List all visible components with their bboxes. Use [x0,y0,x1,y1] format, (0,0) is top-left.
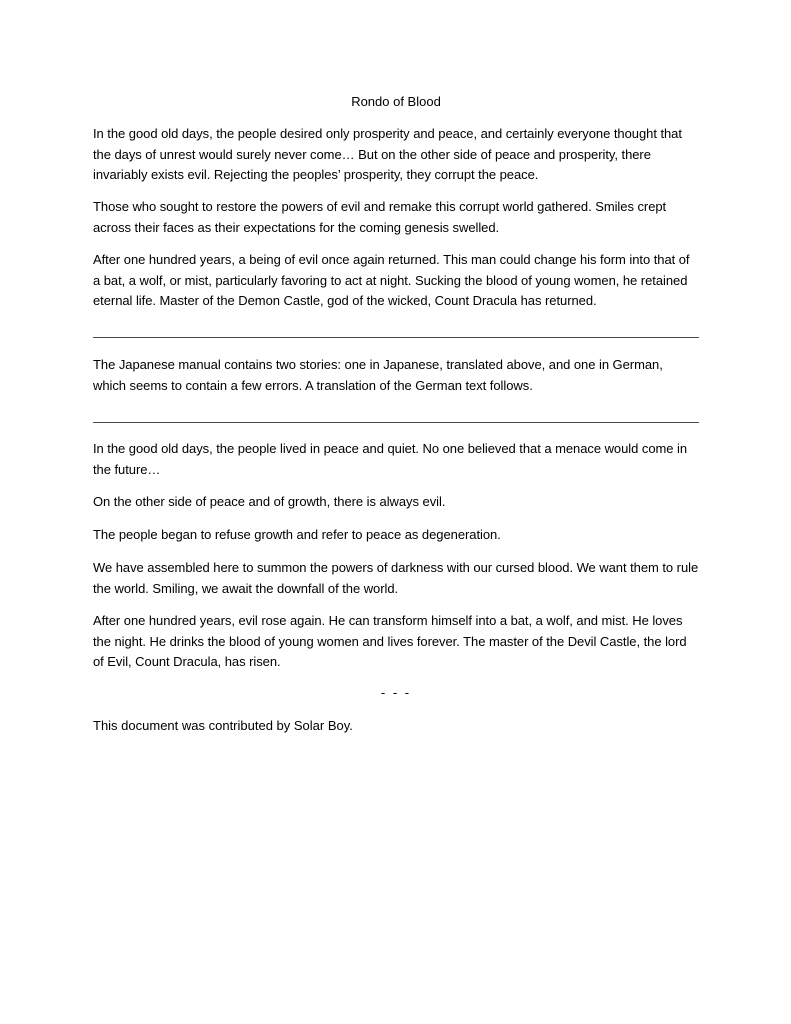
german-story-paragraph-2: On the other side of peace and of growth, there is always evil. [93,494,446,509]
section-separator: - - - [380,685,412,700]
document-title: Rondo of Blood [351,94,441,109]
german-story-paragraph-3: The people began to refuse growth and refer to peace as degeneration. [93,527,501,542]
german-story-paragraph-1: In the good old days, the people lived in peace and quiet. No one believed that a menace would come in the future… [93,441,688,477]
contributor-credit: This document was contributed by Solar Boy. [93,718,353,733]
german-story-paragraph-5: After one hundred years, evil rose again. He can transform himself into a bat, a wolf, and mist. He loves the night. He drinks the blood of young women and lives forever. The master of the Devil Castle, the lord of Evil, Count Dracula, has risen. [93,613,687,670]
german-story-paragraph-4: We have assembled here to summon the powers of darkness with our cursed blood. We want them to rule the world. Smiling, we await the downfall of the world. [93,560,699,596]
translator-note: The Japanese manual contains two stories: one in Japanese, translated above, and one in German, which seems to contain a few errors. A translation of the German text follows. [93,357,663,393]
japanese-story-paragraph-1: In the good old days, the people desired only prosperity and peace, and certainly everyone thought that the days of unrest would surely never come… But on the other side of peace and prosperity, there invariably exists evil. Rejecting the peoples’ prosperity, they corrupt the peace. [93,126,682,183]
horizontal-rule-bottom [93,422,699,423]
japanese-story-paragraph-3: After one hundred years, a being of evil once again returned. This man could change his form into that of a bat, a wolf, or mist, particularly favoring to act at night. Sucking the blood of young women, he retained eternal life. Master of the Demon Castle, god of the wicked, Count Dracula has returned. [93,252,690,309]
japanese-story-paragraph-2: Those who sought to restore the powers of evil and remake this corrupt world gathered. Smiles crept across their faces as their expectations for the coming genesis swelled. [93,199,667,235]
horizontal-rule-top [93,337,699,338]
